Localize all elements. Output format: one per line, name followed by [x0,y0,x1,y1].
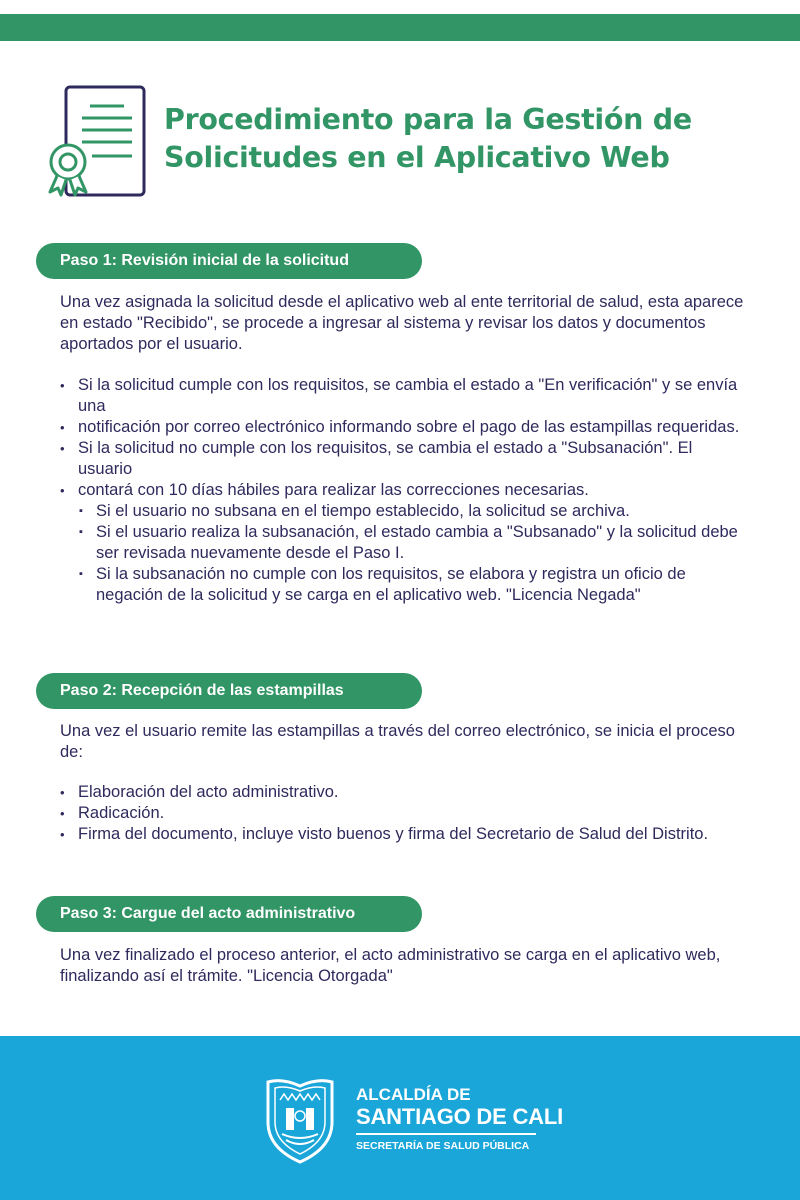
step3-heading: Paso 3: Cargue del acto administrativo [36,896,422,932]
list-item: • notificación por correo electrónico informando sobre el pago de las estampillas requeridas. [60,417,750,438]
page-title-line1: Procedimiento para la Gestión de [164,103,692,136]
footer-logo-text [356,1085,563,1152]
sub-list-item: ▪ Si la subsanación no cumple con los requisitos, se elabora y registra un oficio de negación de la solicitud y se carga en el aplicativo web. "Licencia Negada" [78,564,750,606]
list-item: • Si la solicitud no cumple con los requisitos, se cambia el estado a "Subsanación". El usuario [60,438,750,480]
list-item: • Elaboración del acto administrativo. [60,782,750,803]
footer-logo-divider [356,1133,536,1135]
footer-logo-line3: SECRETARÍA DE SALUD PÚBLICA [356,1140,530,1152]
footer-logo-line2: SANTIAGO DE CALI [356,1104,564,1129]
top-band [0,14,800,41]
list-item: • Si la solicitud cumple con los requisitos, se cambia el estado a "En verificación" y se envía una [60,375,750,417]
step2-intro: Una vez el usuario remite las estampillas a través del correo electrónico, se inicia el proceso de: [60,722,735,761]
page-title [164,101,784,177]
certificate-icon [42,84,148,200]
list-item: • Firma del documento, incluye visto buenos y firma del Secretario de Salud del Distrito. [60,824,750,845]
city-shield-icon [262,1076,338,1164]
step2-heading: Paso 2: Recepción de las estampillas [36,673,422,709]
sub-list-item: ▪ Si el usuario realiza la subsanación, el estado cambia a "Subsanado" y la solicitud debe ser revisada nuevamente desde el Paso I. [78,522,750,564]
step1-list [60,375,750,606]
step2-list [60,782,750,845]
list-item: • Radicación. [60,803,750,824]
footer-logo-line1: ALCALDÍA DE [356,1085,471,1104]
step3-intro: Una vez finalizado el proceso anterior, el acto administrativo se carga en el aplicativo web, finalizando así el trámite. "Licencia Otorgada" [60,946,721,985]
list-item: • contará con 10 días hábiles para realizar las correcciones necesarias. [60,480,750,501]
step1-heading: Paso 1: Revisión inicial de la solicitud [36,243,422,279]
page-title-line2: Solicitudes en el Aplicativo Web [164,141,670,174]
sub-list-item: ▪ Si el usuario no subsana en el tiempo establecido, la solicitud se archiva. [78,501,750,522]
step1-intro: Una vez asignada la solicitud desde el aplicativo web al ente territorial de salud, esta aparece en estado "Recibido", se procede a ingresar al sistema y revisar los datos y documentos aportados por el usuario. [60,293,744,353]
